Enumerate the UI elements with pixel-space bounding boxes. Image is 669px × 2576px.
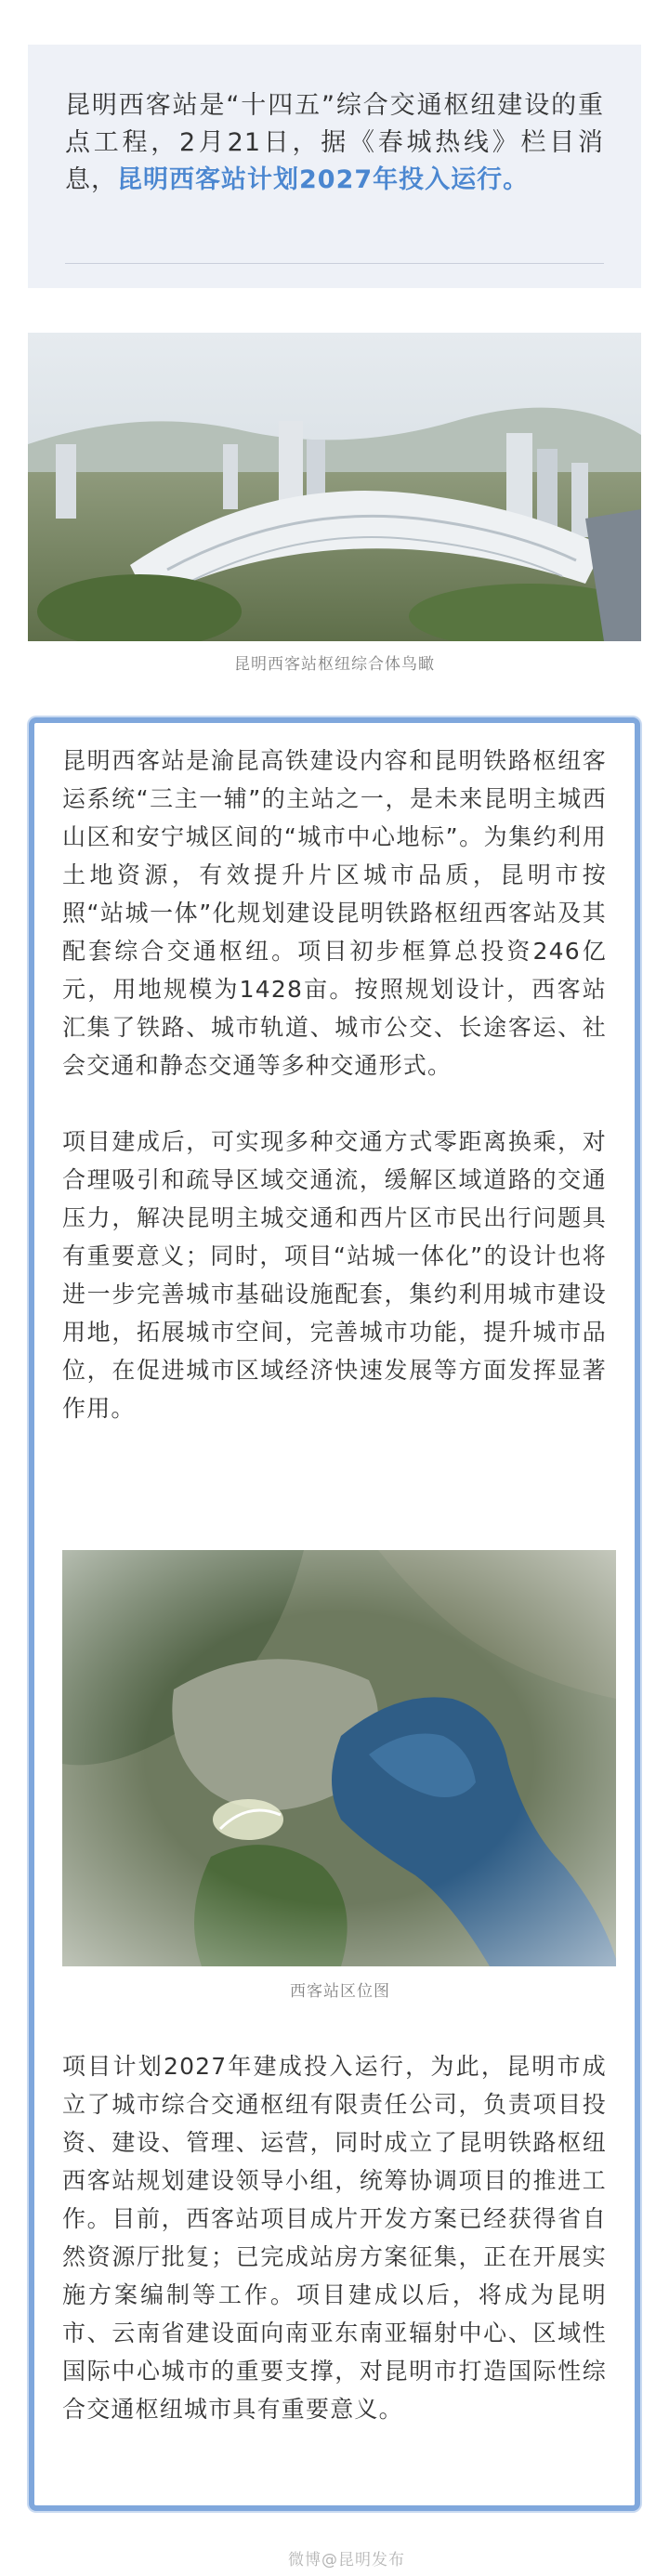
figure2-caption: 西客站区位图 <box>290 1982 390 2001</box>
intro-box <box>28 45 641 288</box>
intro-text-plain: 昆明西客站是“十四五”综合交通枢纽建设的重点工程，2月21日，据《春城热线》栏目消息， <box>65 91 604 194</box>
paragraph-1: 昆明西客站是渝昆高铁建设内容和昆明铁路枢纽客运系统“三主一辅”的主站之一，是未来昆明主城西山区和安宁城区间的“城市中心地标”。为集约利用土地资源，有效提升片区城市品质，昆明市按照“站城一体”化规划建设昆明铁路枢纽西客站及其配套综合交通枢纽。项目初步框算总投资246亿元，用地规模为1428亩。按照规划设计，西客站汇集了铁路、城市轨道、城市公交、长途客运、社会交通和静态交通等多种交通形式。 <box>62 747 607 1079</box>
watermark: 微博@昆明发布 <box>288 2551 405 2569</box>
figure1-caption: 昆明西客站枢纽综合体鸟瞰 <box>234 655 435 674</box>
paragraph-3: 项目计划2027年建成投入运行，为此，昆明市成立了城市综合交通枢纽有限责任公司，负责项目投资、建设、管理、运营，同时成立了昆明铁路枢纽西客站规划建设领导小组，统筹协调项目的推进工作。目前，西客站项目成片开发方案已经获得省自然资源厅批复；已完成站房方案征集，正在开展实施方案编制等工作。项目建成以后，将成为昆明市、云南省建设面向南亚东南亚辐射中心、区域性国际中心城市的重要支撑，对昆明市打造国际性综合交通枢纽城市具有重要意义。 <box>62 2053 607 2423</box>
location-map-illustration <box>62 1550 616 1966</box>
paragraph-2: 项目建成后，可实现多种交通方式零距离换乘，对合理吸引和疏导区域交通流，缓解区域道路的交通压力，解决昆明主城交通和西片区市民出行问题具有重要意义；同时，项目“站城一体化”的设计也将进一步完善城市基础设施配套，集约利用城市建设用地，拓展城市空间，完善城市功能，提升城市品位，在促进城市区域经济快速发展等方面发挥显著作用。 <box>62 1128 607 1422</box>
intro-text-highlight: 昆明西客站计划2027年投入运行。 <box>117 165 530 194</box>
intro-text <box>65 87 604 199</box>
aerial-photo-illustration <box>28 333 641 641</box>
intro-divider <box>65 263 604 264</box>
location-map <box>62 1550 616 1966</box>
aerial-photo <box>28 333 641 641</box>
article-frame <box>29 717 640 2511</box>
